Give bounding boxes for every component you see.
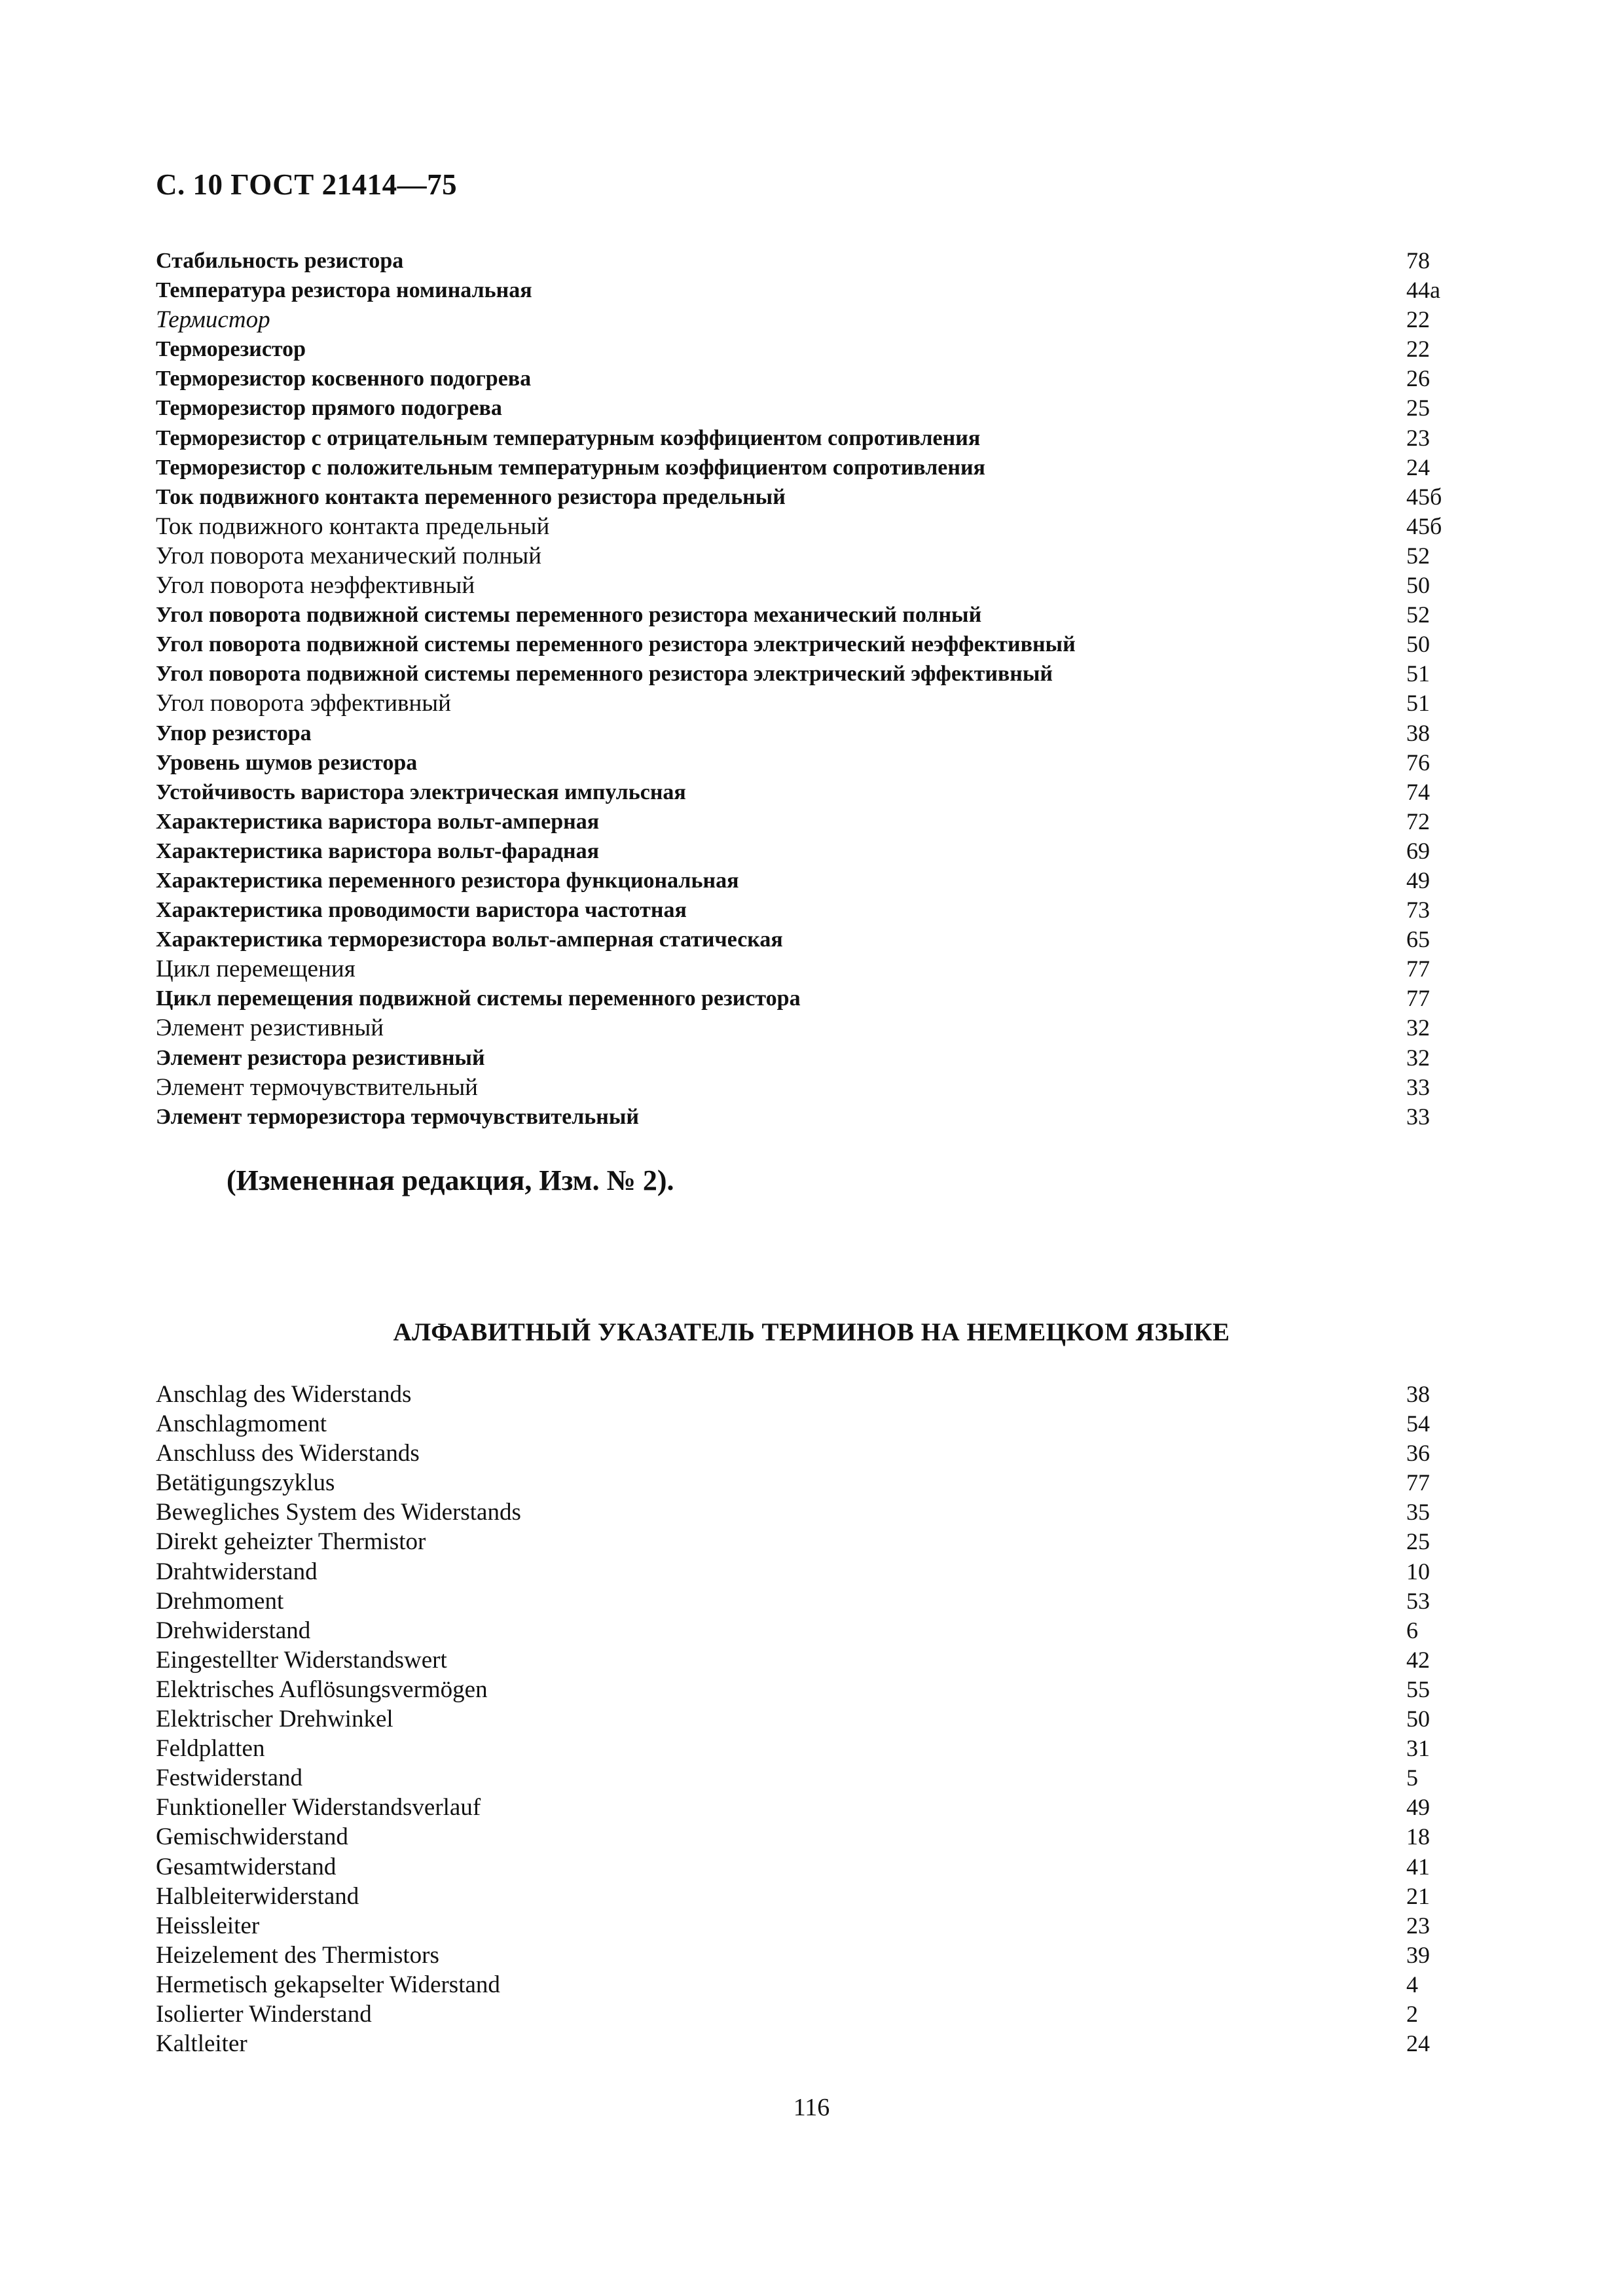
index-reference-number: 52 xyxy=(1406,601,1430,628)
index-term: Hermetisch gekapselter Widerstand xyxy=(156,1971,500,1998)
index-term: Элемент терморезистора термочувствительный xyxy=(156,1104,640,1129)
index-term: Gesamtwiderstand xyxy=(156,1853,337,1880)
index-reference-number: 49 xyxy=(1406,867,1430,893)
index-term: Температура резистора номинальная xyxy=(156,278,532,303)
index-reference-number: 5 xyxy=(1406,1765,1418,1791)
index-term: Anschlagmoment xyxy=(156,1410,327,1438)
index-term: Kaltleiter xyxy=(156,2030,247,2058)
index-reference-number: 76 xyxy=(1406,749,1430,776)
index-term: Угол поворота подвижной системы переменного резистора электрический неэффективный xyxy=(156,632,1076,657)
index-term: Цикл перемещения подвижной системы переменного резистора xyxy=(156,986,801,1011)
index-term: Ток подвижного контакта предельный xyxy=(156,512,550,540)
index-reference-number: 44а xyxy=(1406,277,1440,304)
index-term: Характеристика варистора вольт-амперная xyxy=(156,809,600,834)
index-entry xyxy=(156,1822,1465,1852)
index-reference-number: 23 xyxy=(1406,424,1430,451)
index-entry xyxy=(156,453,1465,482)
index-reference-number: 51 xyxy=(1406,660,1430,687)
index-entry xyxy=(156,2000,1465,2029)
index-reference-number: 25 xyxy=(1406,1528,1430,1555)
index-reference-number: 36 xyxy=(1406,1440,1430,1467)
index-term: Угол поворота подвижной системы переменного резистора электрический эффективный xyxy=(156,662,1053,687)
russian-term-index xyxy=(156,246,1465,1132)
index-term: Терморезистор xyxy=(156,337,306,362)
index-entry xyxy=(156,276,1465,305)
index-term: Уровень шумов резистора xyxy=(156,750,418,775)
index-entry xyxy=(156,1468,1465,1498)
index-term: Элемент резистора резистивный xyxy=(156,1045,485,1070)
index-term: Угол поворота подвижной системы переменного резистора механический полный xyxy=(156,603,982,628)
index-reference-number: 42 xyxy=(1406,1646,1430,1673)
index-reference-number: 77 xyxy=(1406,1469,1430,1496)
index-entry xyxy=(156,748,1465,778)
index-term: Anschluss des Widerstands xyxy=(156,1440,420,1467)
index-reference-number: 50 xyxy=(1406,631,1430,658)
index-term: Heissleiter xyxy=(156,1912,260,1939)
index-term: Betätigungszyklus xyxy=(156,1469,335,1497)
index-term: Устойчивость варистора электрическая импульсная xyxy=(156,780,686,804)
index-term: Упор резистора xyxy=(156,721,312,745)
index-term: Anschlag des Widerstands xyxy=(156,1381,412,1408)
index-entry xyxy=(156,659,1465,689)
index-entry xyxy=(156,1013,1465,1043)
index-entry xyxy=(156,482,1465,512)
index-entry xyxy=(156,778,1465,807)
index-entry xyxy=(156,1439,1465,1468)
index-term: Elektrischer Drehwinkel xyxy=(156,1706,393,1733)
index-entry xyxy=(156,1102,1465,1132)
index-entry xyxy=(156,1557,1465,1587)
index-reference-number: 32 xyxy=(1406,1044,1430,1071)
index-term: Funktioneller Widerstandsverlauf xyxy=(156,1794,481,1821)
index-reference-number: 32 xyxy=(1406,1014,1430,1041)
page-number: 116 xyxy=(793,2094,830,2121)
index-reference-number: 50 xyxy=(1406,1706,1430,1732)
index-entry xyxy=(156,925,1465,954)
index-entry xyxy=(156,689,1465,718)
index-reference-number: 4 xyxy=(1406,1971,1418,1998)
index-term: Direkt geheizter Thermistor xyxy=(156,1528,426,1556)
index-reference-number: 26 xyxy=(1406,365,1430,392)
index-reference-number: 21 xyxy=(1406,1882,1430,1909)
index-reference-number: 77 xyxy=(1406,985,1430,1012)
index-reference-number: 24 xyxy=(1406,2030,1430,2057)
german-term-index xyxy=(156,1380,1465,2058)
index-reference-number: 25 xyxy=(1406,395,1430,422)
index-entry xyxy=(156,1380,1465,1409)
index-reference-number: 6 xyxy=(1406,1617,1418,1643)
index-reference-number: 41 xyxy=(1406,1853,1430,1880)
index-entry xyxy=(156,1970,1465,2000)
index-term: Угол поворота механический полный xyxy=(156,542,542,569)
index-entry xyxy=(156,866,1465,895)
index-term: Угол поворота эффективный xyxy=(156,690,451,717)
index-term: Eingestellter Widerstandswert xyxy=(156,1646,447,1674)
index-reference-number: 24 xyxy=(1406,454,1430,480)
index-reference-number: 18 xyxy=(1406,1823,1430,1850)
index-entry xyxy=(156,423,1465,453)
index-term: Drehmoment xyxy=(156,1587,284,1615)
section-title: АЛФАВИТНЫЙ УКАЗАТЕЛЬ ТЕРМИНОВ НА НЕМЕЦКОМ ЯЗЫКЕ xyxy=(393,1318,1230,1346)
index-entry xyxy=(156,1882,1465,1911)
index-reference-number: 35 xyxy=(1406,1499,1430,1526)
index-entry xyxy=(156,1704,1465,1734)
index-entry xyxy=(156,807,1465,836)
index-reference-number: 55 xyxy=(1406,1676,1430,1702)
index-reference-number: 38 xyxy=(1406,1381,1430,1407)
index-entry xyxy=(156,393,1465,423)
index-entry xyxy=(156,1793,1465,1822)
index-reference-number: 73 xyxy=(1406,897,1430,924)
index-term: Угол поворота неэффективный xyxy=(156,572,475,600)
index-term: Характеристика варистора вольт-фарадная xyxy=(156,838,599,863)
index-entry xyxy=(156,1763,1465,1793)
index-term: Терморезистор с положительным температурным коэффициентом сопротивления xyxy=(156,455,985,480)
index-reference-number: 52 xyxy=(1406,542,1430,569)
index-reference-number: 72 xyxy=(1406,808,1430,834)
index-entry xyxy=(156,1645,1465,1675)
index-reference-number: 22 xyxy=(1406,336,1430,363)
index-reference-number: 10 xyxy=(1406,1558,1430,1585)
index-entry xyxy=(156,1409,1465,1439)
index-reference-number: 33 xyxy=(1406,1073,1430,1100)
index-entry xyxy=(156,1073,1465,1102)
index-reference-number: 50 xyxy=(1406,572,1430,599)
index-reference-number: 38 xyxy=(1406,719,1430,746)
index-reference-number: 69 xyxy=(1406,837,1430,864)
index-term: Элемент термочувствительный xyxy=(156,1073,478,1101)
index-reference-number: 31 xyxy=(1406,1735,1430,1762)
index-entry xyxy=(156,541,1465,571)
index-entry xyxy=(156,364,1465,393)
index-term: Характеристика проводимости варистора частотная xyxy=(156,898,687,923)
index-reference-number: 33 xyxy=(1406,1103,1430,1130)
index-term: Halbleiterwiderstand xyxy=(156,1882,359,1910)
index-term: Стабильность резистора xyxy=(156,249,404,273)
index-term: Drahtwiderstand xyxy=(156,1558,318,1585)
index-reference-number: 74 xyxy=(1406,778,1430,805)
index-entry xyxy=(156,984,1465,1013)
index-entry xyxy=(156,630,1465,659)
index-entry xyxy=(156,600,1465,630)
index-entry xyxy=(156,571,1465,600)
index-term: Элемент резистивный xyxy=(156,1014,384,1042)
index-term: Gemischwiderstand xyxy=(156,1823,348,1851)
index-term: Ток подвижного контакта переменного резистора предельный xyxy=(156,484,786,509)
index-reference-number: 51 xyxy=(1406,690,1430,717)
index-reference-number: 65 xyxy=(1406,926,1430,953)
index-entry xyxy=(156,1675,1465,1704)
index-reference-number: 78 xyxy=(1406,247,1430,274)
index-term: Характеристика переменного резистора функциональная xyxy=(156,868,739,893)
index-entry xyxy=(156,334,1465,364)
index-term: Цикл перемещения xyxy=(156,956,356,983)
index-term: Характеристика терморезистора вольт-амперная статическая xyxy=(156,927,783,952)
index-entry xyxy=(156,1527,1465,1556)
index-entry xyxy=(156,1498,1465,1527)
index-term: Bewegliches System des Widerstands xyxy=(156,1499,521,1526)
index-entry xyxy=(156,954,1465,984)
index-term: Drehwiderstand xyxy=(156,1617,311,1644)
index-entry xyxy=(156,836,1465,866)
index-entry xyxy=(156,895,1465,925)
index-entry xyxy=(156,719,1465,748)
index-entry xyxy=(156,1941,1465,1970)
index-reference-number: 23 xyxy=(1406,1912,1430,1939)
index-term: Heizelement des Thermistors xyxy=(156,1941,439,1969)
index-reference-number: 39 xyxy=(1406,1941,1430,1968)
index-reference-number: 22 xyxy=(1406,306,1430,333)
index-term: Терморезистор косвенного подогрева xyxy=(156,367,532,391)
index-reference-number: 2 xyxy=(1406,2000,1418,2027)
index-reference-number: 54 xyxy=(1406,1410,1430,1437)
index-reference-number: 45б xyxy=(1406,483,1442,510)
index-entry xyxy=(156,1911,1465,1941)
index-entry xyxy=(156,1852,1465,1882)
index-entry xyxy=(156,1616,1465,1645)
index-reference-number: 53 xyxy=(1406,1587,1430,1614)
index-term: Термистор xyxy=(156,306,270,334)
index-entry xyxy=(156,305,1465,334)
index-term: Терморезистор прямого подогрева xyxy=(156,396,502,421)
index-term: Feldplatten xyxy=(156,1735,265,1763)
index-entry xyxy=(156,246,1465,276)
index-entry xyxy=(156,1043,1465,1073)
index-entry xyxy=(156,2029,1465,2058)
index-term: Терморезистор с отрицательным температурным коэффициентом сопротивления xyxy=(156,425,981,450)
index-entry xyxy=(156,1587,1465,1616)
page-header: С. 10 ГОСТ 21414—75 xyxy=(156,168,458,201)
index-term: Elektrisches Auflösungsvermögen xyxy=(156,1676,488,1703)
index-reference-number: 45б xyxy=(1406,512,1442,539)
index-entry xyxy=(156,1734,1465,1763)
index-reference-number: 49 xyxy=(1406,1794,1430,1821)
index-term: Isolierter Winderstand xyxy=(156,2000,372,2028)
index-reference-number: 77 xyxy=(1406,956,1430,982)
index-term: Festwiderstand xyxy=(156,1765,303,1792)
amendment-note: (Измененная редакция, Изм. № 2). xyxy=(227,1164,674,1196)
index-entry xyxy=(156,512,1465,541)
